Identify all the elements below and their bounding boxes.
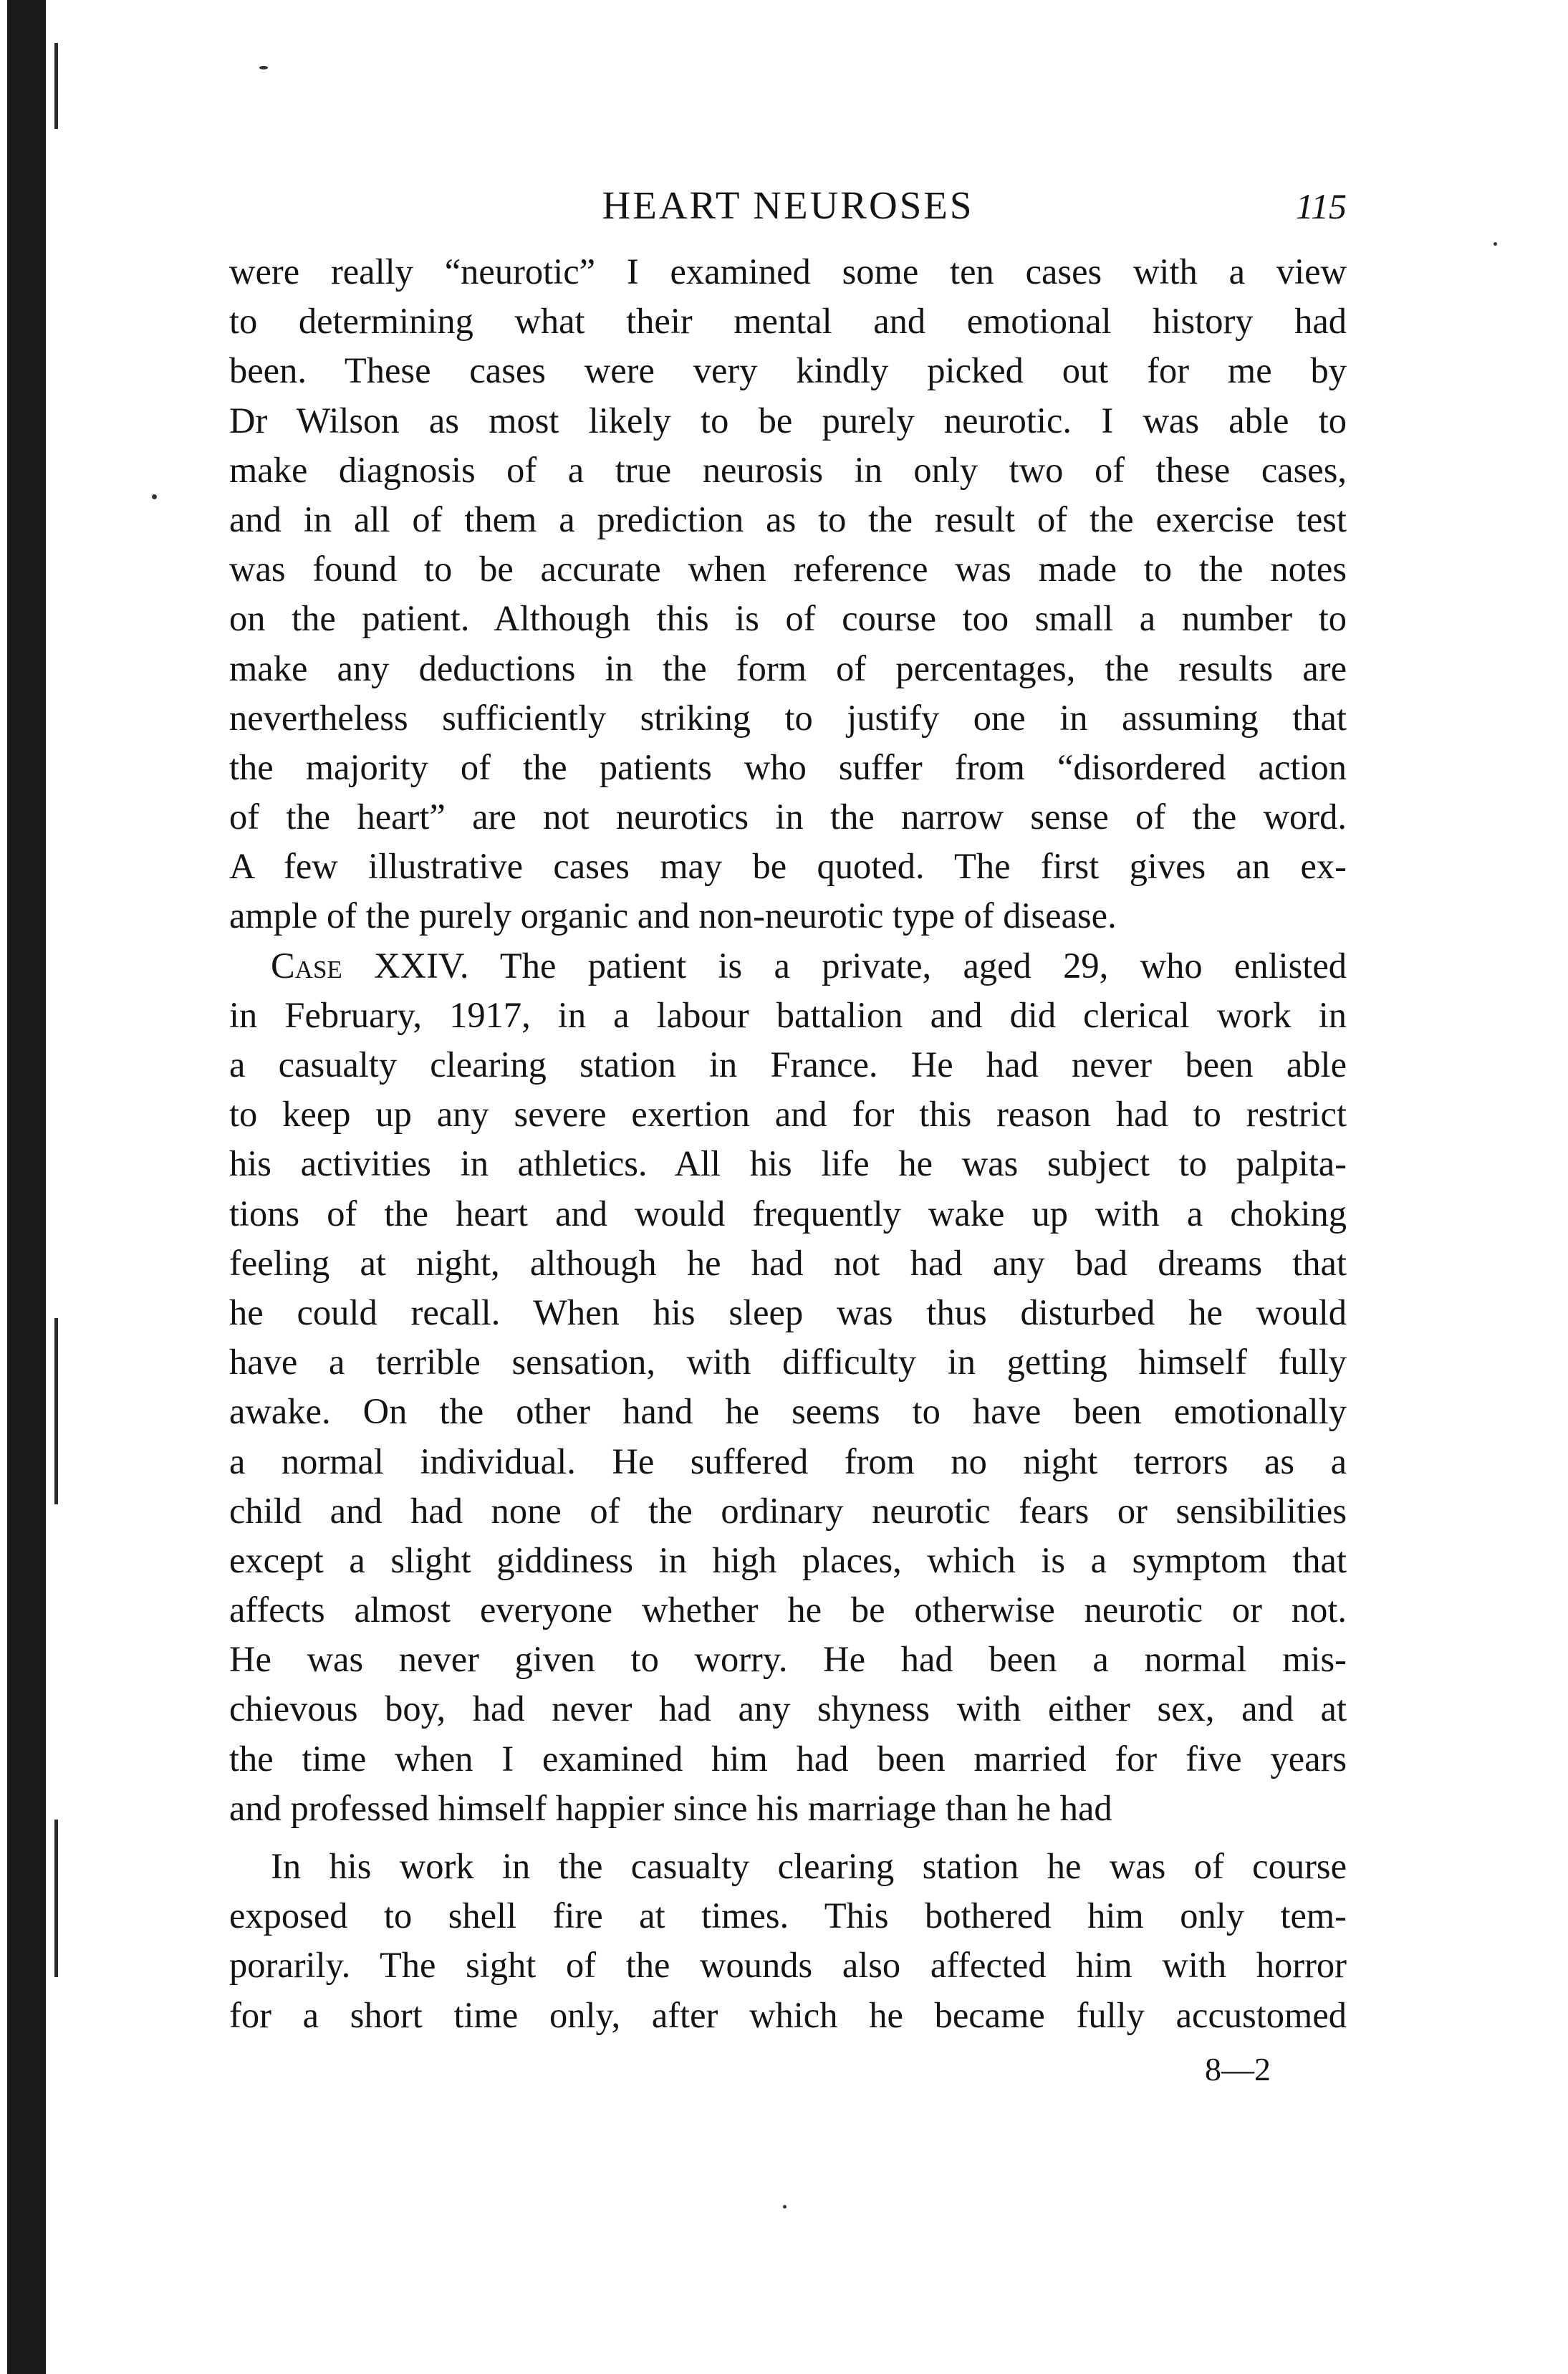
text-line: the majority of the patients who suffer from “disordered action <box>229 746 1347 787</box>
text-line: except a slight giddiness in high places, which is a symptom that <box>229 1539 1347 1580</box>
scan-speck <box>1494 242 1497 246</box>
text-line: were really “neurotic” I examined some ten cases with a view <box>229 251 1347 292</box>
text-line: in February, 1917, in a labour battalion and did clerical work in <box>229 994 1347 1035</box>
text-line: was found to be accurate when reference was made to the notes <box>229 549 1347 590</box>
text-line: on the patient. Although this is of course too small a number to <box>229 598 1347 639</box>
text-line: of the heart” are not neurotics in the narrow sense of the word. <box>229 797 1347 837</box>
text-line: his activities in athletics. All his life he was subject to palpita- <box>229 1143 1347 1184</box>
text-line: a normal individual. He suffered from no night terrors as a <box>229 1441 1347 1481</box>
signature-mark: 8—2 <box>1205 2051 1271 2087</box>
text-line: In his work in the casualty clearing station he was of course <box>271 1846 1347 1886</box>
text-line: child and had none of the ordinary neurotic fears or sensibilities <box>229 1490 1347 1531</box>
text-line: affects almost everyone whether he be otherwise neurotic or not. <box>229 1590 1347 1630</box>
text-line <box>229 941 1347 991</box>
text-line: to keep up any severe exertion and for this reason had to restrict <box>229 1094 1347 1135</box>
text-line: porarily. The sight of the wounds also affected him with horror <box>229 1945 1347 1986</box>
paragraph <box>229 1842 1347 2040</box>
text-line: the time when I examined him had been married for five years <box>229 1738 1347 1779</box>
running-title: HEART NEUROSES <box>602 183 974 227</box>
text-line: have a terrible sensation, with difficulty in getting himself fully <box>229 1342 1347 1383</box>
text-line-rest: The patient is a private, aged 29, who enlisted <box>468 945 1347 986</box>
text-line: and professed himself happier since his marriage than he had <box>229 1787 1112 1828</box>
text-line: Dr Wilson as most likely to be purely neurotic. I was able to <box>229 400 1347 441</box>
text-line: make diagnosis of a true neurosis in only two of these cases, <box>229 449 1347 490</box>
page-number: 115 <box>1295 186 1347 226</box>
text-line: he could recall. When his sleep was thus disturbed he would <box>229 1292 1347 1332</box>
body-text <box>229 247 1347 2040</box>
text-line: feeling at night, although he had not had any bad dreams that <box>229 1242 1347 1283</box>
scan-speck <box>152 494 157 499</box>
scan-artifact-line <box>54 1820 58 1977</box>
case-label: Case XXIV. <box>271 945 469 986</box>
text-line: been. These cases were very kindly picked out for me by <box>229 350 1347 391</box>
scan-artifact-line <box>54 1318 58 1504</box>
scan-speck <box>259 66 268 69</box>
text-line: for a short time only, after which he became fully accustomed <box>229 1994 1347 2035</box>
text-line: A few illustrative cases may be quoted. The first gives an ex- <box>229 846 1347 887</box>
text-line: and in all of them a prediction as to the result of the exercise test <box>229 499 1347 539</box>
text-line: He was never given to worry. He had been a normal mis- <box>229 1639 1347 1680</box>
text-line: ample of the purely organic and non-neurotic type of disease. <box>229 895 1117 936</box>
paragraph <box>229 247 1347 941</box>
text-line: a casualty clearing station in France. He had never been able <box>229 1044 1347 1085</box>
scan-binding-edge <box>0 0 50 2374</box>
scan-speck <box>783 2205 787 2209</box>
text-line: make any deductions in the form of percentages, the results are <box>229 648 1347 688</box>
text-line: awake. On the other hand he seems to have been emotionally <box>229 1391 1347 1432</box>
paragraph-gap <box>229 1833 1347 1842</box>
text-line: exposed to shell fire at times. This bothered him only tem- <box>229 1895 1347 1936</box>
page-header <box>229 183 1347 240</box>
text-line: nevertheless sufficiently striking to justify one in assuming that <box>229 697 1347 738</box>
paragraph <box>229 941 1347 1833</box>
text-line: tions of the heart and would frequently wake up with a choking <box>229 1193 1347 1234</box>
text-line: to determining what their mental and emotional history had <box>229 301 1347 342</box>
scan-artifact-line <box>54 43 58 129</box>
text-line: chievous boy, had never had any shyness with either sex, and at <box>229 1688 1347 1729</box>
